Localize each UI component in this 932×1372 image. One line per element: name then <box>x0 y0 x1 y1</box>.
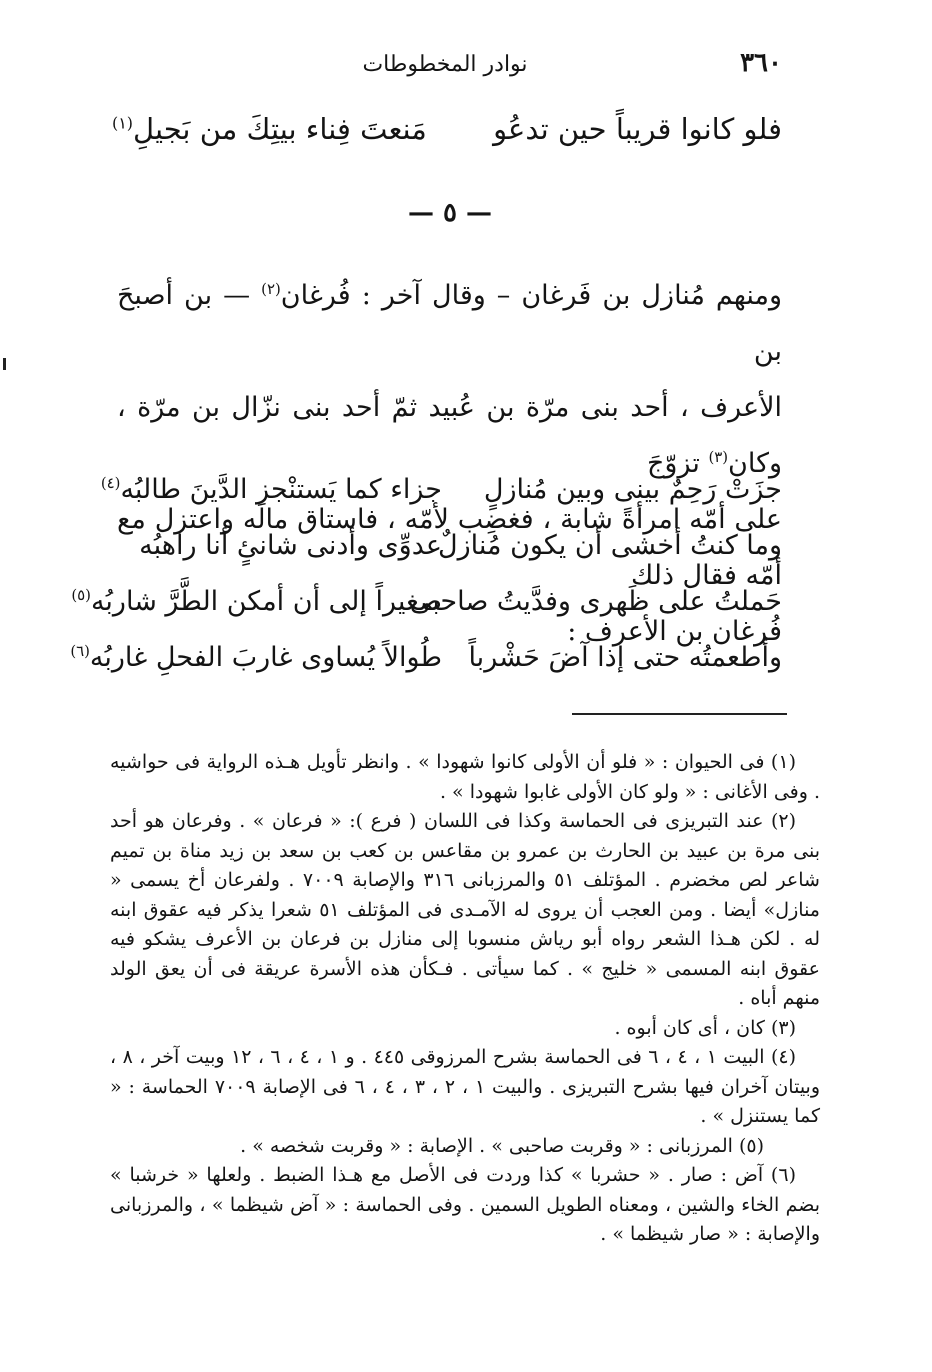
poem-verse <box>70 642 782 698</box>
hemistich-second <box>71 586 442 617</box>
footnote-6: (٦) آض : صار . « حشربا » كذا وردت فى الأصل مع هـذا الضبط . ولعلها « خرشبا » بضم الخاء والشين ، ومعناه الطويل السمين . وفى الحماسة : « آض شيظما » ، والمرزبانى والإصابة : « صار شيظما » . <box>110 1164 820 1245</box>
hemistich-second: عدوِّى وأدنى شانئٍ أنا راهبُه <box>139 530 442 561</box>
footnote-1: (١) فى الحيوان : « فلو أن الأولى كانوا شهودا » . وانظر تأويل هـذه الرواية فى حواشيه . وفى الأغانى : « ولو كان الأولى غابوا شهودا » . <box>110 751 820 803</box>
footnote-4: (٤) البيت ١ ، ٤ ، ٦ فى الحماسة بشرح المرزوقى ٤٤٥ . و ١ ، ٤ ، ٦ ، ١٢ وبيت آخر ، ٨ ، وبيتان آخران فيها بشرح التبريزى . والبيت ١ ، ٢ ، ٣ ، ٤ ، ٦ فى الإصابة ٧٠٠٩ الحماسة : « كما يستنزل » . <box>110 1046 821 1127</box>
footnote-rule <box>572 713 787 715</box>
prose-text: ومنهم مُنازل بن فَرغان – وقال آخر : فُرغان <box>280 280 782 311</box>
footnote-ref-1: (١) <box>112 113 133 133</box>
poem-verse <box>100 474 782 530</box>
hemistich-second <box>112 112 427 146</box>
hemistich-second-text: طُوالاً يُساوى غاربَ الفحلِ غاربُه <box>89 642 442 673</box>
footnote-ref-3: (٣) <box>708 448 729 466</box>
hemistich-second <box>70 642 442 673</box>
footnote-ref-5: (٥) <box>71 586 91 604</box>
section-number: — ٥ — <box>407 198 493 228</box>
hemistich-first: جزَتْ رَحِمٌ بينى وبين مُنازلٍ <box>483 474 782 505</box>
hemistich-second-text: جزاء كما يَستنْجز الدَّينَ طالبُه <box>120 474 442 505</box>
footnote-ref-4: (٤) <box>100 474 121 492</box>
footnote-2: (٢) عند التبريزى فى الحماسة وكذا فى اللسان ( فرع ): « فرعان » . وفرعان هو أحد بنى مرة بن عبيد بن الحارث بن عمرو بن مقاعس بن كعب بن سعد بن زيد مناة بن تميم شاعر لص مخضرم . المؤتلف ٥١ والمرزبانى ٣١٦ والإصابة ٧٠٠٩ . ولفرعان أخ يسمى « منازل» أيضا . ومن العجب أن يروى له الآمـدى فى المؤتلف ٥١ شعرا يذكر فيه عقوق ابنه له . لكن هـذا الشعر رواه أبو رياش منسوبا إلى منازل بن فرعان بن الأعرف يشكو فيه عقوق ابنه المسمى « خليج » . كما سيأتى . فـكأن هذه الأسرة عريقة فى أن يعق الولد منهم أباه . <box>110 810 820 1009</box>
footnote-ref-2: (٢) <box>261 280 281 298</box>
footnotes <box>110 748 820 1250</box>
prose-text: الأعرف ، أحد بنى مرّة بن عُبيد ثمّ أحد بنى نزّال بن مرّة ، وكان <box>117 392 782 479</box>
prose-text: تزوّجَ <box>647 448 709 479</box>
hemistich-first: وأطعمتُه حتى إذا آضَ حَشْرباً <box>468 642 782 673</box>
hemistich-first-text: فلو كانوا قريباً حين تدعُو <box>493 112 782 146</box>
hemistich-second-text: مَنعتَ فِناء بيتِكَ من بَجيلِ <box>133 112 427 146</box>
poem-verse <box>112 530 782 586</box>
hemistich-first: حَملتُ على ظَهرى وفدَّيتُ صاحبى <box>409 586 782 617</box>
footnote-3: (٣) كان ، أى كان أبوه . <box>614 1016 796 1039</box>
prose-text: — بن أصبحَ بن <box>117 280 782 367</box>
prose-line <box>117 268 782 380</box>
margin-mark <box>3 358 6 370</box>
prose-line: على أمّه امرأةً شابة ، فغضِب لأمّه ، فاستاق مالَه واعتزل مع أمّه فقال ذلك <box>117 504 782 591</box>
hemistich-first <box>493 112 782 146</box>
page-number: ٣٦٠ <box>740 48 782 78</box>
footnote-ref-6: (٦) <box>70 642 90 660</box>
poem-verse <box>71 586 782 642</box>
footnote-5: (٥) المرزبانى : « وقربت صاحبى » . الإصابة : « وقربت شخصه » . <box>240 1134 764 1157</box>
hemistich-second <box>100 474 442 505</box>
prose-line: فُرغان بن الأعرف : <box>567 616 782 647</box>
hemistich-second-text: صغيراً إلى أن أمكن الطَّرَّ شاربُه <box>90 586 442 617</box>
verse-top <box>112 112 782 158</box>
poem <box>70 474 782 698</box>
running-title: نوادر المخطوطات <box>362 52 528 77</box>
hemistich-first: وما كنتُ أخشى أن يكون مُنازلٌ <box>438 530 782 561</box>
